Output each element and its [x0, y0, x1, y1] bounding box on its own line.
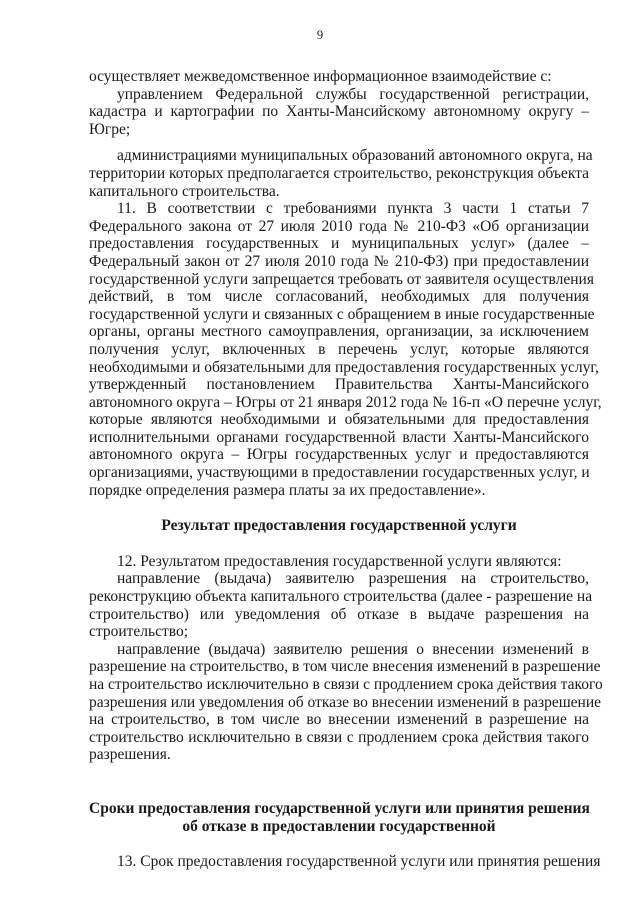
- paragraph-12: [89, 552, 603, 764]
- list-item-rosreestr: [89, 86, 589, 139]
- text-line: организациями, участвующими в предоставлении государственных услуг, и: [89, 464, 590, 482]
- text-line: автономного округа – Югры от 21 января 2012 года № 16-п «О перечне услуг,: [89, 393, 602, 411]
- text-line: реконструкцию объекта капитального строительства (далее - разрешение на: [89, 588, 593, 606]
- list-item-administrations: [89, 147, 593, 200]
- text-line: на строительство исключительно в связи с продлением срока действия такого: [89, 676, 603, 693]
- text-line: администрациями муниципальных образований автономного округа, на: [117, 147, 593, 165]
- text-line: на строительство, в том числе во внесении изменений в разрешение на: [89, 711, 589, 729]
- heading-line: Сроки предоставления государственной услуги или принятия решения: [89, 799, 590, 817]
- text-line: разрешение на строительство, в том числе внесения изменений в разрешение: [89, 658, 601, 676]
- text-line: получения услуг, включенных в перечень услуг, которые являются: [89, 340, 589, 358]
- text-line: направление (выдача) заявителю решения о внесении изменений в: [117, 640, 589, 658]
- paragraph-13-line: 13. Срок предоставления государственной услуги или принятия решения: [117, 853, 601, 871]
- text-line: Федерального закона от 27 июля 2010 года № 210-ФЗ «Об организации: [89, 217, 589, 235]
- text-line: строительство;: [89, 623, 189, 641]
- text-line: действий, в том числе согласований, необходимых для получения: [89, 288, 589, 306]
- text-line: Югре;: [89, 120, 131, 138]
- text-line: утвержденный постановлением Правительства Ханты-Мансийского: [89, 376, 589, 394]
- text-line: направление (выдача) заявителю разрешения на строительство,: [117, 570, 589, 588]
- text-line: порядке определения размера платы за их предоставление».: [89, 481, 486, 499]
- text-line: разрешения или уведомления об отказе во внесении изменений в разрешение: [89, 693, 601, 711]
- text-line: государственной услуги и связанных с обращением в иные государственные: [89, 305, 595, 323]
- text-line: 12. Результатом предоставления государственной услуги являются:: [117, 552, 562, 570]
- heading-line: об отказе в предоставлении государственной: [182, 817, 496, 835]
- text-line: Федеральный закон от 27 июля 2010 года № 210-ФЗ) при предоставлении: [89, 252, 589, 270]
- text-line: капитального строительства.: [89, 182, 280, 200]
- text-line: автономного округа – Югры государственных услуг и предоставляются: [89, 446, 589, 464]
- text-line: исполнительными органами государственной власти Ханты-Мансийского: [89, 428, 589, 446]
- text-line: управлением Федеральной службы государственной регистрации,: [117, 85, 589, 103]
- intro-line: осуществляет межведомственное информационное взаимодействие с:: [89, 68, 552, 85]
- text-line: территории которых предполагается строительство, реконструкция объекта: [89, 164, 589, 182]
- text-line: государственной услуги запрещается требовать от заявителя осуществления: [89, 270, 594, 288]
- text-line: которые являются необходимыми и обязательными для предоставления: [89, 411, 589, 429]
- heading-result: Результат предоставления государственной услуги: [161, 517, 517, 535]
- document-body: [89, 68, 603, 871]
- text-line: строительство) или уведомления об отказе в выдаче разрешения на: [89, 605, 589, 623]
- text-line: органы, органы местного самоуправления, организации, за исключением: [89, 323, 589, 341]
- text-line: разрешения.: [89, 746, 171, 764]
- text-line: предоставления государственных и муниципальных услуг» (далее –: [89, 235, 589, 253]
- text-line: кадастра и картографии по Ханты-Мансийскому автономному округу –: [89, 103, 589, 121]
- text-line: 11. В соответствии с требованиями пункта 3 части 1 статьи 7: [117, 200, 589, 218]
- paragraph-11: [89, 200, 602, 499]
- text-line: необходимыми и обязательными для предоставления государственных услуг,: [89, 358, 599, 376]
- heading-terms: [89, 800, 589, 835]
- text-line: строительство исключительно в связи с продлением срока действия такого: [89, 728, 589, 746]
- page-number: 9: [316, 28, 324, 42]
